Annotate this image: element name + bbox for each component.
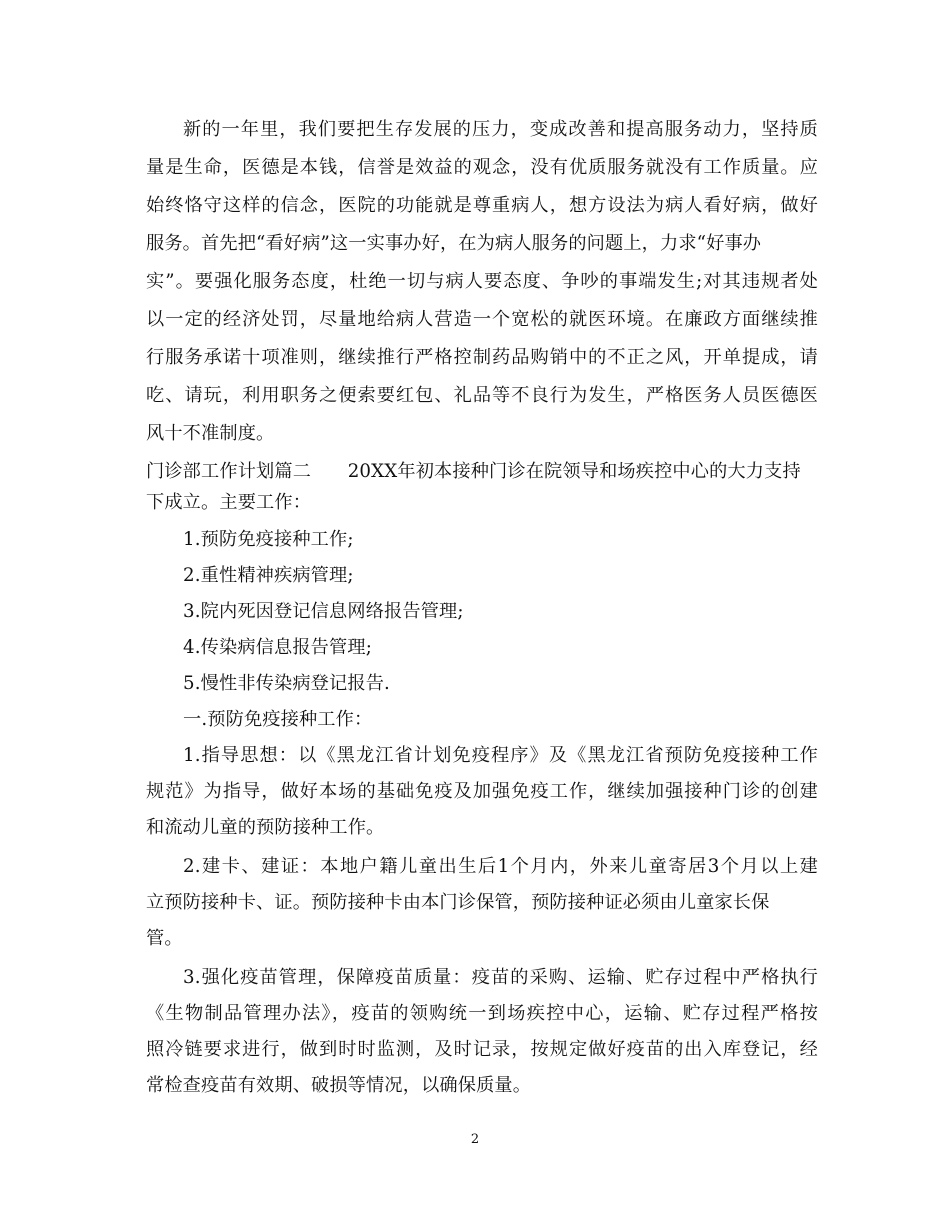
paragraph-line-8: 吃、请玩，利用职务之便索要红包、礼品等不良行为发生，严格医务人员医德医 bbox=[146, 385, 818, 406]
card-line-2: 立预防接种卡、证。预防接种卡由本门诊保管，预防接种证必须由儿童家长保 bbox=[146, 892, 770, 913]
paragraph-line-1: 新的一年里，我们要把生存发展的压力，变成改善和提高服务动力，坚持质 bbox=[183, 119, 818, 140]
section-heading-line: 门诊部工作计划篇二 20XX年初本接种门诊在院领导和场疾控中心的大力支持 bbox=[146, 461, 801, 482]
card-line-1: 2.建卡、建证：本地户籍儿童出生后1个月内，外来儿童寄居3个月以上建 bbox=[183, 856, 818, 877]
paragraph-line-7: 行服务承诺十项准则，继续推行严格控制药品购销中的不正之风，开单提成，请 bbox=[146, 347, 818, 368]
list-item-3: 3.院内死因登记信息网络报告管理; bbox=[183, 601, 464, 622]
vaccine-line-4: 常检查疫苗有效期、破损等情况，以确保质量。 bbox=[146, 1075, 532, 1096]
vaccine-line-1: 3.强化疫苗管理，保障疫苗质量：疫苗的采购、运输、贮存过程中严格执行 bbox=[183, 967, 818, 988]
paragraph-line-9: 风十不准制度。 bbox=[146, 423, 275, 444]
paragraph-line-5: 实”。要强化服务态度，杜绝一切与病人要态度、争吵的事端发生;对其违规者处 bbox=[146, 271, 818, 292]
paragraph-line-2: 量是生命，医德是本钱，信誉是效益的观念，没有优质服务就没有工作质量。应 bbox=[146, 157, 818, 178]
subheading-vaccination: 一.预防免疫接种工作： bbox=[183, 709, 373, 730]
section-heading-continuation: 下成立。主要工作： bbox=[146, 492, 312, 513]
list-item-1: 1.预防免疫接种工作; bbox=[183, 529, 354, 550]
list-item-5: 5.慢性非传染病登记报告. bbox=[183, 673, 390, 694]
paragraph-line-3: 始终恪守这样的信念，医院的功能就是尊重病人，想方设法为病人看好病，做好 bbox=[146, 195, 818, 216]
paragraph-line-6: 以一定的经济处罚，尽量地给病人营造一个宽松的就医环境。在廉政方面继续推 bbox=[146, 309, 818, 330]
paragraph-line-4: 服务。首先把“看好病”这一实事办好，在为病人服务的问题上，力求“好事办 bbox=[146, 233, 762, 254]
guidance-line-3: 和流动儿童的预防接种工作。 bbox=[146, 817, 385, 838]
list-item-2: 2.重性精神疾病管理; bbox=[183, 565, 354, 586]
vaccine-line-3: 照冷链要求进行，做到时时监测，及时记录，按规定做好疫苗的出入库登记，经 bbox=[146, 1039, 818, 1060]
guidance-line-1: 1.指导思想：以《黑龙江省计划免疫程序》及《黑龙江省预防免疫接种工作 bbox=[183, 745, 818, 766]
list-item-4: 4.传染病信息报告管理; bbox=[183, 637, 372, 658]
guidance-line-2: 规范》为指导，做好本场的基础免疫及加强免疫工作，继续加强接种门诊的创建 bbox=[146, 781, 818, 802]
page-number: 2 bbox=[470, 1132, 480, 1147]
card-line-3: 管。 bbox=[146, 928, 183, 949]
vaccine-line-2: 《生物制品管理办法》，疫苗的领购统一到场疾控中心，运输、贮存过程严格按 bbox=[146, 1003, 818, 1024]
